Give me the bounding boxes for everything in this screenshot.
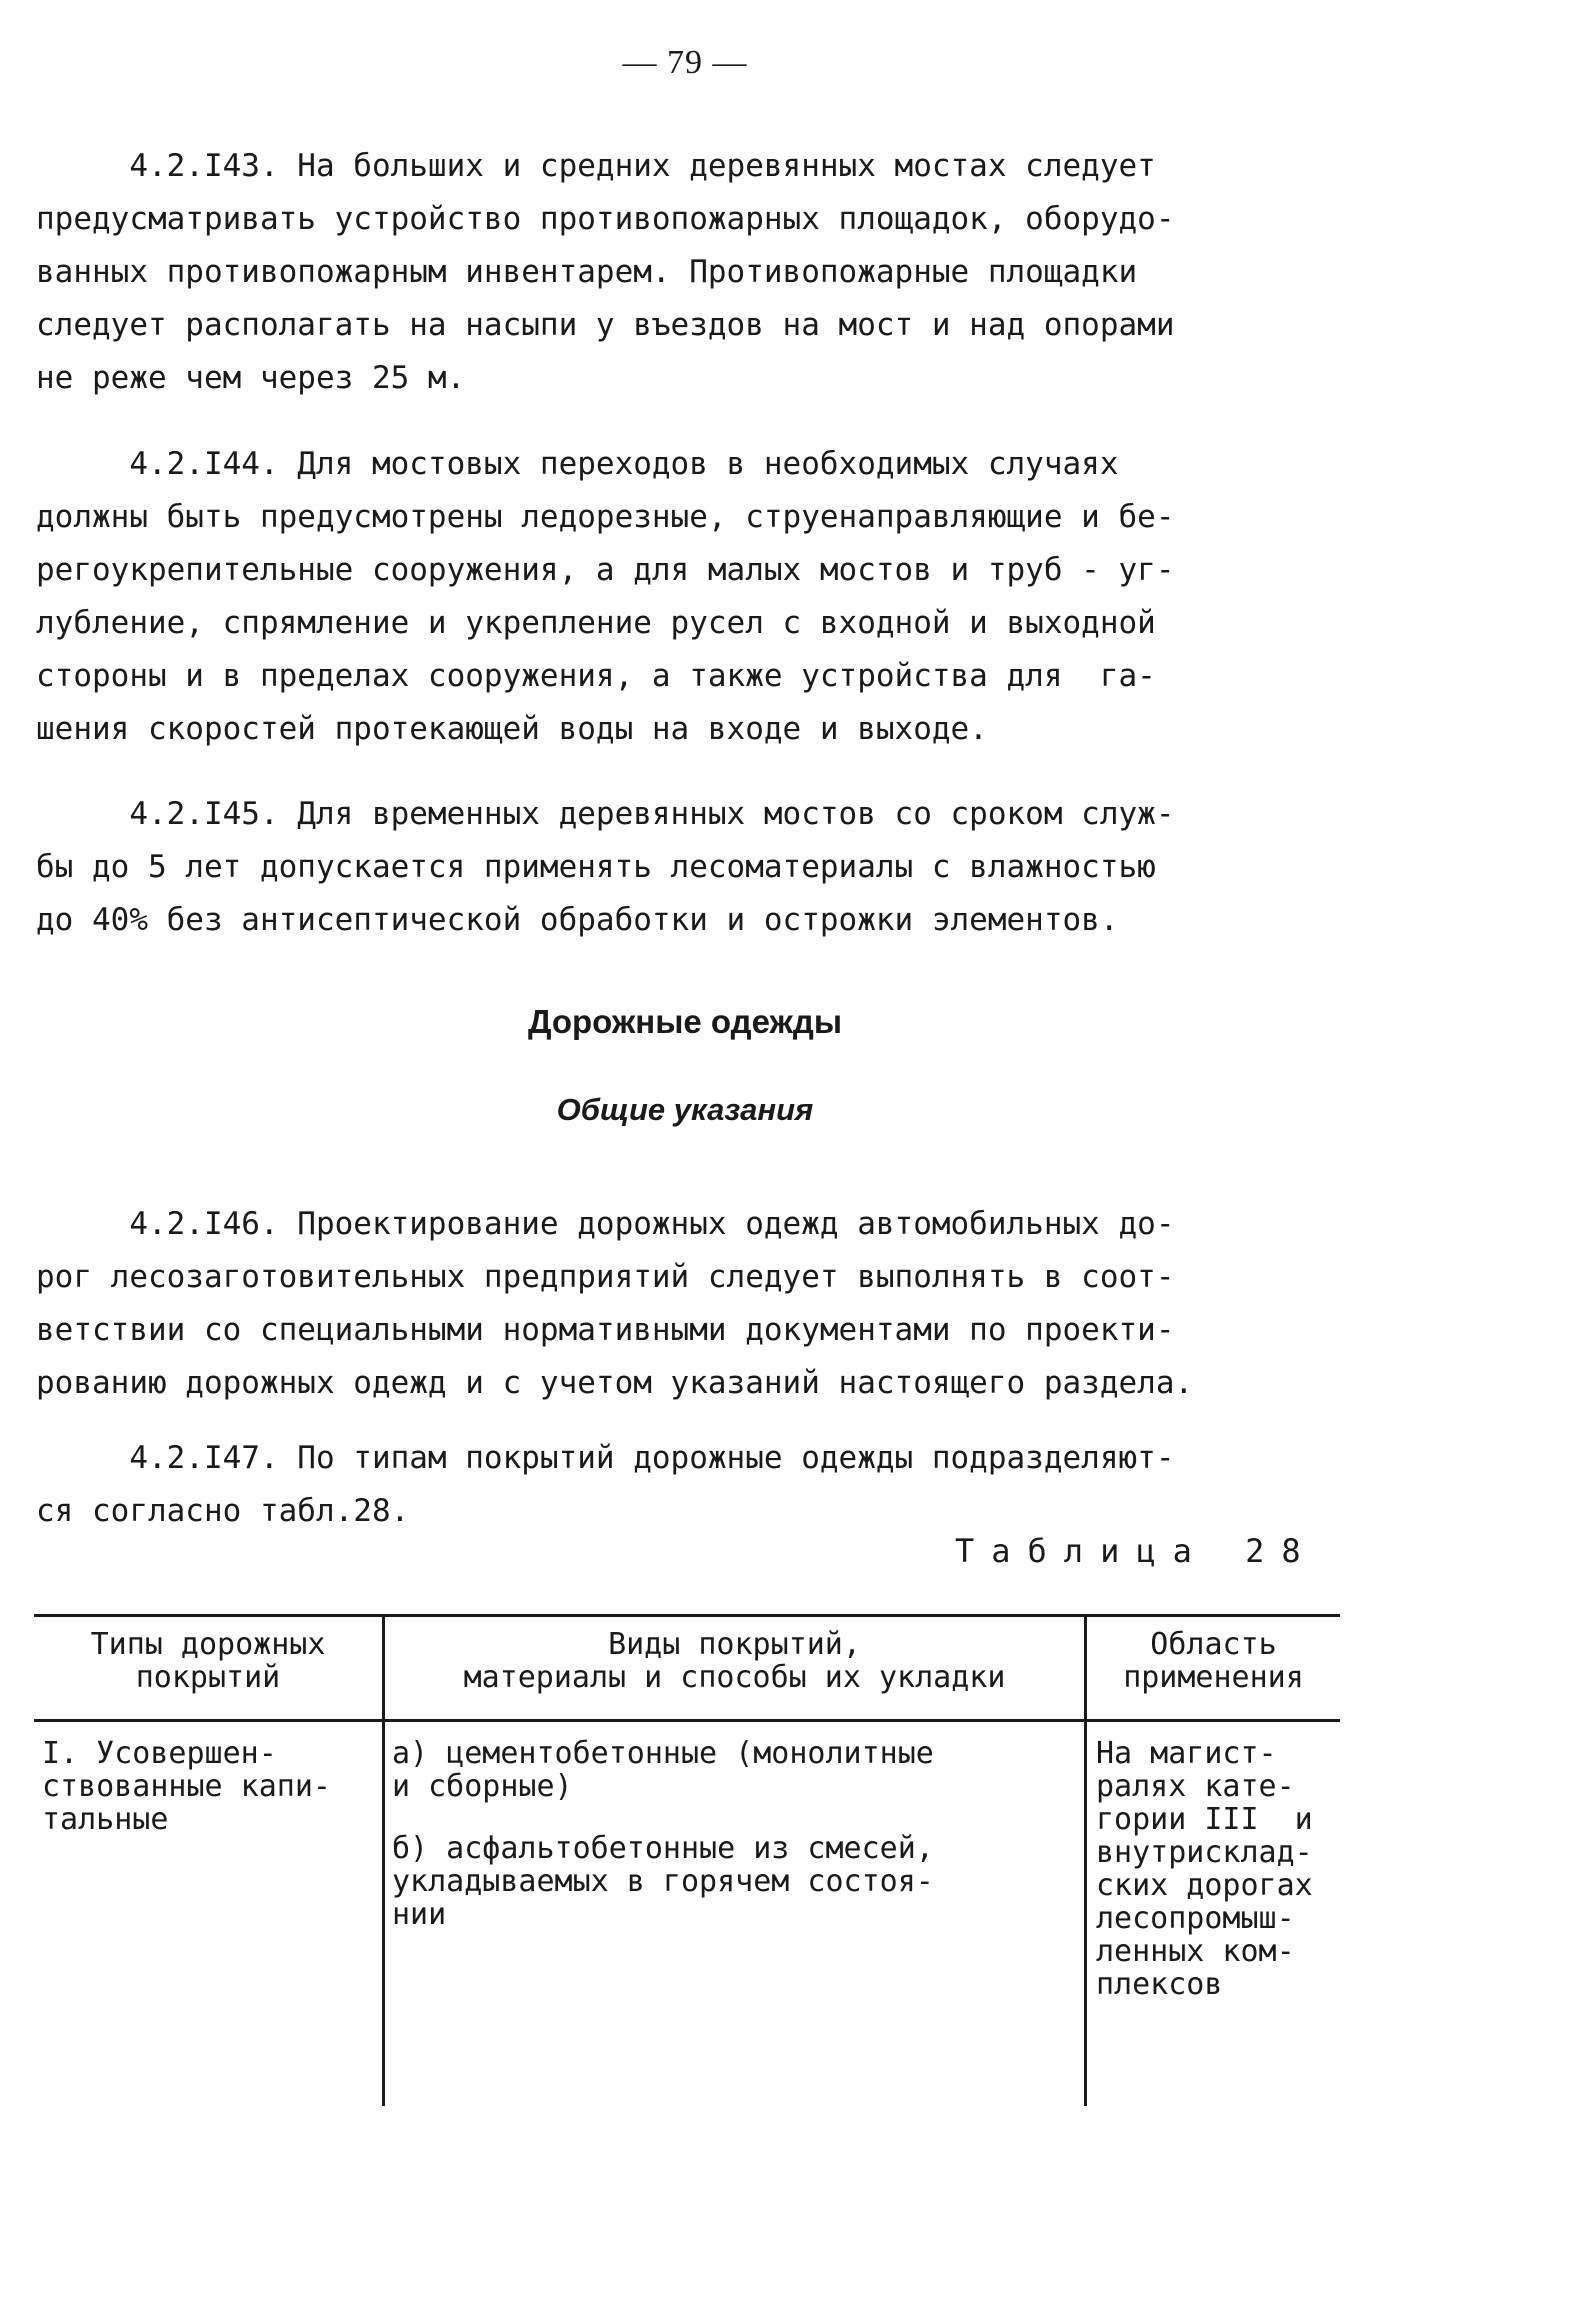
table-cell-kind-a: а) цементобетонные (монолитные и сборные)	[392, 1736, 934, 1804]
table-header-area: Область применения	[1123, 1627, 1304, 1695]
paragraph-4-2-146: 4.2.I46. Проектирование дорожных одежд автомобильных до- рог лесозаготовительных предприятий следует выполнять в соот- ветствии со специальными нормативными документами по проекти- рованию дорожных одежд и с учетом указаний настоящего раздела.	[36, 1206, 1194, 1401]
table-header-kinds: Виды покрытий, материалы и способы их укладки	[463, 1627, 1006, 1695]
paragraph-4-2-145: 4.2.I45. Для временных деревянных мостов со сроком служ- бы до 5 лет допускается применять лесоматериалы с влажностью до 40% без антисептической обработки и острожки элементов.	[36, 796, 1175, 938]
table-cell-kind-b: б) асфальтобетонные из смесей, укладываемых в горячем состоя- нии	[392, 1831, 934, 1932]
paragraph-4-2-147: 4.2.I47. По типам покрытий дорожные одежды подразделяют- ся согласно табл.28.	[36, 1440, 1175, 1529]
subsection-heading: Общие указания	[556, 1092, 814, 1127]
paragraph-4-2-144: 4.2.I44. Для мостовых переходов в необходимых случаях должны быть предусмотрены ледорезные, струенаправляющие и бе- регоукрепительные сооружения, а для малых мостов и труб - уг- лубление, спрямление и укрепление русел с входной и выходной стороны и в пределах сооружения, а также устройства для га- шения скоростей протекающей воды на входе и выходе.	[36, 446, 1175, 747]
section-heading: Дорожные одежды	[527, 1003, 843, 1040]
table-top-rule	[34, 1614, 1340, 1617]
page-number: — 79 —	[622, 44, 748, 81]
table-cell-type: I. Усовершен- ствованные капи- тальные	[42, 1736, 331, 1837]
coverage-types-table	[34, 1614, 1340, 2106]
table-cell-area: На магист- ралях кате- гории III и внутрисклад- ских дорогах лесопромыш- ленных ком- плексов	[1096, 1736, 1313, 2002]
table-header-types: Типы дорожных покрытий	[90, 1627, 326, 1695]
paragraph-4-2-143: 4.2.I43. На больших и средних деревянных мостах следует предусматривать устройство противопожарных площадок, оборудо- ванных противопожарным инвентарем. Противопожарные площадки следует располагать на насыпи у въездов на мост и над опорами не реже чем через 25 м.	[36, 148, 1175, 396]
table-header-rule	[34, 1719, 1340, 1722]
table-caption: Таблица 28	[955, 1532, 1318, 1570]
